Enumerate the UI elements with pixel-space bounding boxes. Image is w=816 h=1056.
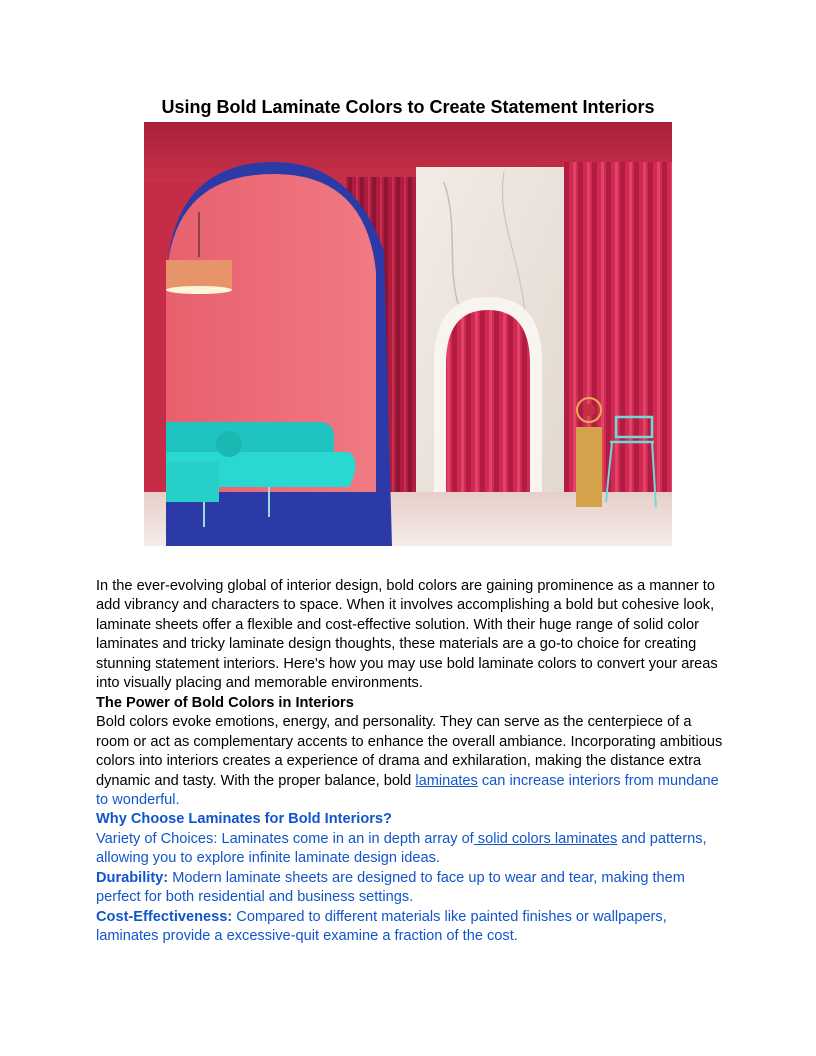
hero-image <box>144 122 672 546</box>
laminates-link[interactable]: laminates <box>415 772 478 789</box>
power-text-after-link: can increase interiors from mundane to wonderful. <box>96 772 719 808</box>
solid-colors-link[interactable]: solid colors laminates <box>473 830 618 847</box>
variety-text-after: and patterns, allowing you to explore infinite laminate design ideas. <box>96 830 707 867</box>
cost-label: Cost-Effectiveness: <box>96 908 233 925</box>
section-heading-why: Why Choose Laminates for Bold Interiors? <box>96 811 392 828</box>
power-paragraph <box>96 713 726 810</box>
article-body <box>96 577 726 947</box>
cost-paragraph <box>96 908 726 947</box>
intro-paragraph: In the ever-evolving global of interior design, bold colors are gaining prominence as a manner to add vibrancy and characters to space. When it involves accomplishing a bold but cohesive look, laminate sheets offer a flexible and cost-effective solution. With their huge range of solid color laminates and tricky laminate design thoughts, these materials are a go-to choice for creating stunning statement interiors. Here's how you may use bold laminate colors to convert your areas into visually placing and memorable environments. <box>96 578 718 692</box>
variety-paragraph <box>96 830 726 869</box>
interior-illustration <box>144 122 672 546</box>
power-text: Bold colors evoke emotions, energy, and personality. They can serve as the centerpiece of a room or act as complementary accents to enhance the overall ambiance. Incorporating ambitious colors into interiors creates a experience of drama and exhilaration, making the distance extra dynamic and tasty. With the proper balance, bold <box>96 714 723 789</box>
durability-label: Durability: <box>96 869 169 886</box>
section-heading-power: The Power of Bold Colors in Interiors <box>96 694 354 711</box>
page-title: Using Bold Laminate Colors to Create Statement Interiors <box>161 97 655 117</box>
cost-text: Compared to different materials like painted finishes or wallpapers, laminates provide a excessive-quit examine a fraction of the cost. <box>96 908 667 945</box>
durability-paragraph <box>96 869 726 908</box>
variety-text: Variety of Choices: Laminates come in an in depth array of <box>96 830 474 847</box>
durability-text: Modern laminate sheets are designed to face up to wear and tear, making them perfect for both residential and business settings. <box>96 869 685 906</box>
